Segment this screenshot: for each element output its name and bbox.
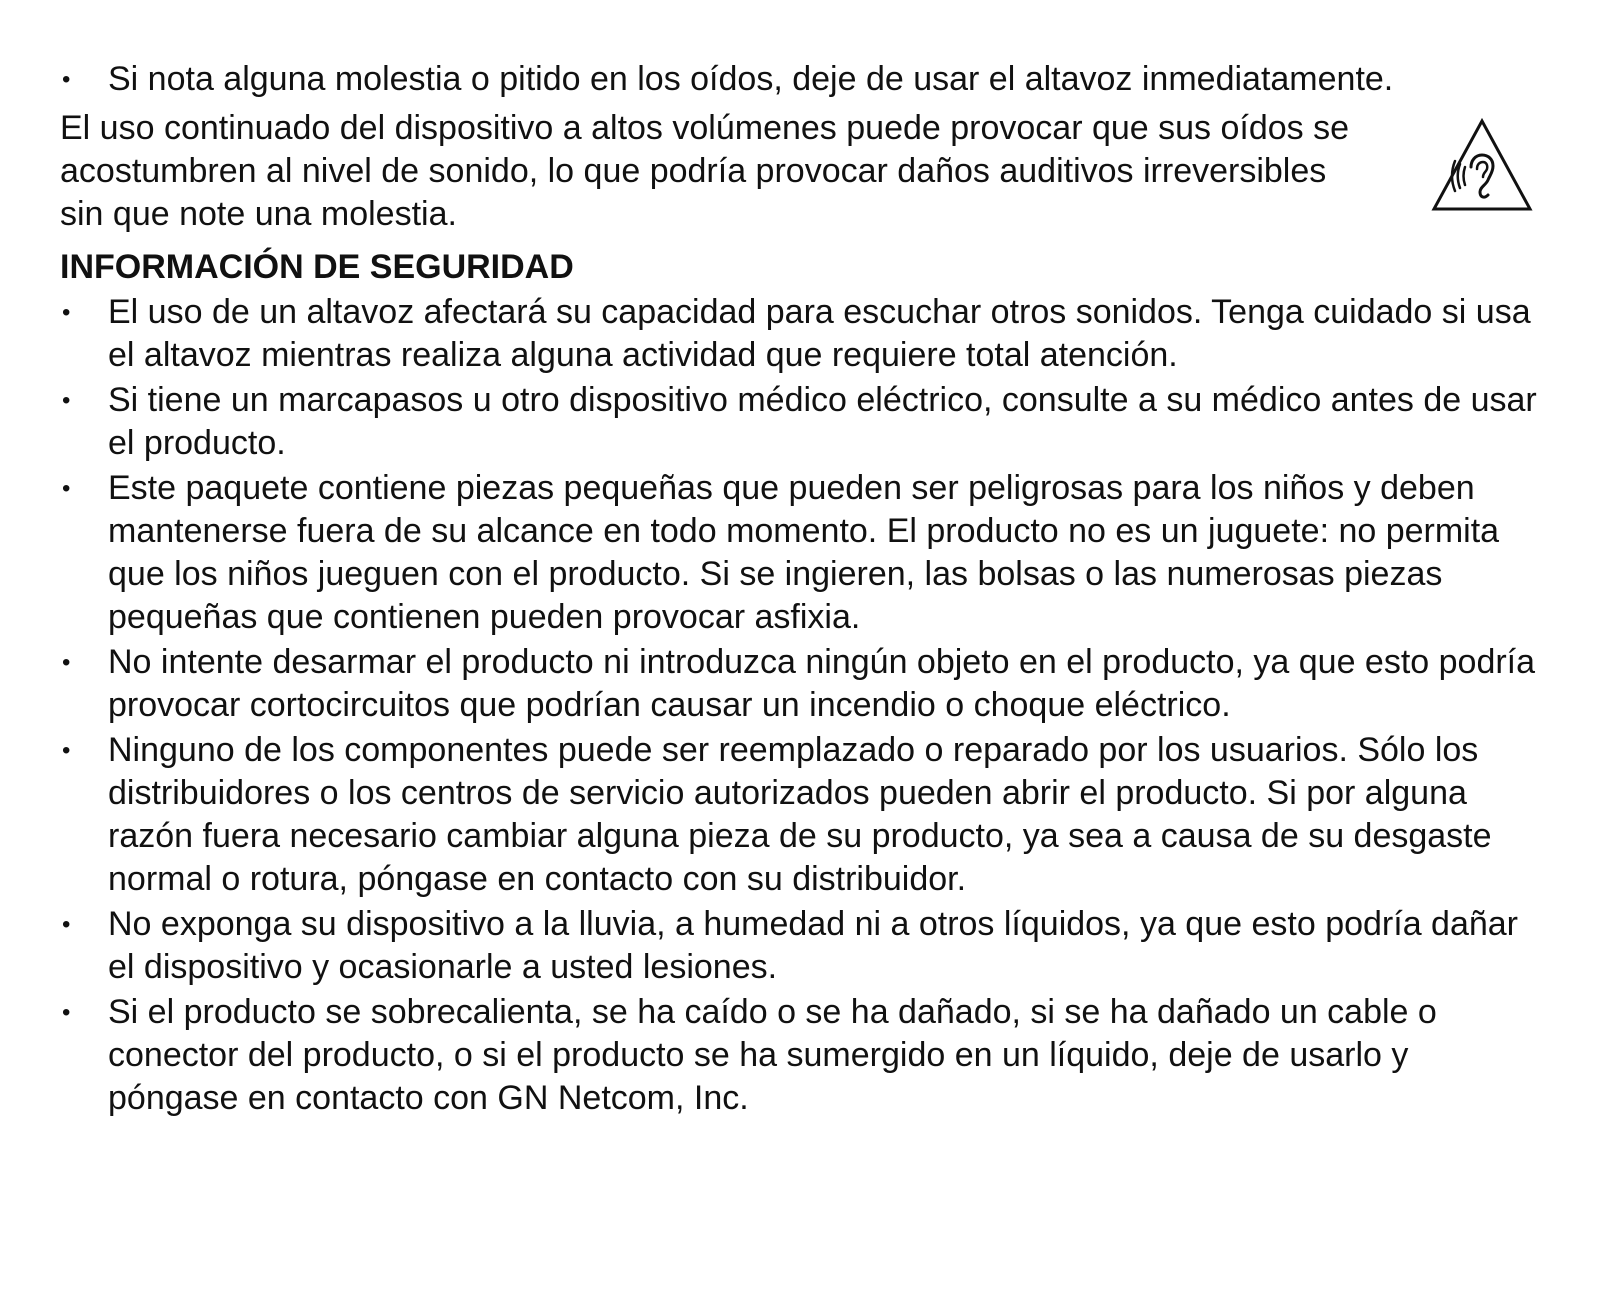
list-item bbox=[60, 991, 1540, 1120]
bullet-icon: • bbox=[62, 911, 71, 938]
bullet-icon: • bbox=[62, 475, 71, 502]
intro-list bbox=[60, 58, 1540, 101]
bullet-icon: • bbox=[62, 649, 71, 676]
bullet-icon: • bbox=[62, 999, 71, 1026]
warning-paragraph: El uso continuado del dispositivo a altos volúmenes puede provocar que sus oídos se acostumbren al nivel de sonido, lo que podría provocar daños auditivos irreversibles sin que note una molestia. bbox=[60, 109, 1350, 233]
list-item bbox=[60, 58, 1540, 101]
bullet-icon: • bbox=[62, 299, 71, 326]
bullet-icon: • bbox=[62, 387, 71, 414]
bullet-icon: • bbox=[62, 66, 71, 93]
list-item-text: No exponga su dispositivo a la lluvia, a humedad ni a otros líquidos, ya que esto podría dañar el dispositivo y ocasionarle a usted lesiones. bbox=[108, 905, 1519, 986]
list-item bbox=[60, 903, 1540, 989]
safety-list bbox=[60, 291, 1540, 1120]
section-heading: INFORMACIÓN DE SEGURIDAD bbox=[60, 248, 574, 286]
bullet-icon: • bbox=[62, 737, 71, 764]
list-item bbox=[60, 467, 1540, 639]
hearing-warning bbox=[60, 107, 1540, 236]
list-item-text: Si tiene un marcapasos u otro dispositivo médico eléctrico, consulte a su médico antes de usar el producto. bbox=[108, 381, 1537, 462]
list-item bbox=[60, 291, 1540, 377]
list-item-text: Si nota alguna molestia o pitido en los oídos, deje de usar el altavoz inmediatamente. bbox=[108, 60, 1394, 98]
list-item bbox=[60, 379, 1540, 465]
list-item-text: No intente desarmar el producto ni introduzca ningún objeto en el producto, ya que esto podría provocar cortocircuitos que podrían causar un incendio o choque eléctrico. bbox=[108, 643, 1536, 724]
list-item-text: Ninguno de los componentes puede ser reemplazado o reparado por los usuarios. Sólo los distribuidores o los centros de servicio autorizados pueden abrir el producto. Si por alguna razón fuera necesario cambiar alguna pieza de su producto, ya sea a causa de su desgaste normal o rotura, póngase en contacto con su distribuidor. bbox=[108, 731, 1492, 898]
list-item-text: El uso de un altavoz afectará su capacidad para escuchar otros sonidos. Tenga cuidado si usa el altavoz mientras realiza alguna actividad que requiere total atención. bbox=[108, 293, 1531, 374]
list-item-text: Este paquete contiene piezas pequeñas que pueden ser peligrosas para los niños y deben mantenerse fuera de su alcance en todo momento. El producto no es un juguete: no permita que los niños jueguen con el producto. Si se ingieren, las bolsas o las numerosas piezas pequeñas que contienen pueden provocar asfixia. bbox=[108, 469, 1500, 636]
list-item-text: Si el producto se sobrecalienta, se ha caído o se ha dañado, si se ha dañado un cable o conector del producto, o si el producto se ha sumergido en un líquido, deje de usarlo y póngase en contacto con GN Netcom, Inc. bbox=[108, 993, 1437, 1117]
list-item bbox=[60, 729, 1540, 901]
list-item bbox=[60, 641, 1540, 727]
hearing-damage-warning-icon bbox=[1430, 117, 1534, 213]
